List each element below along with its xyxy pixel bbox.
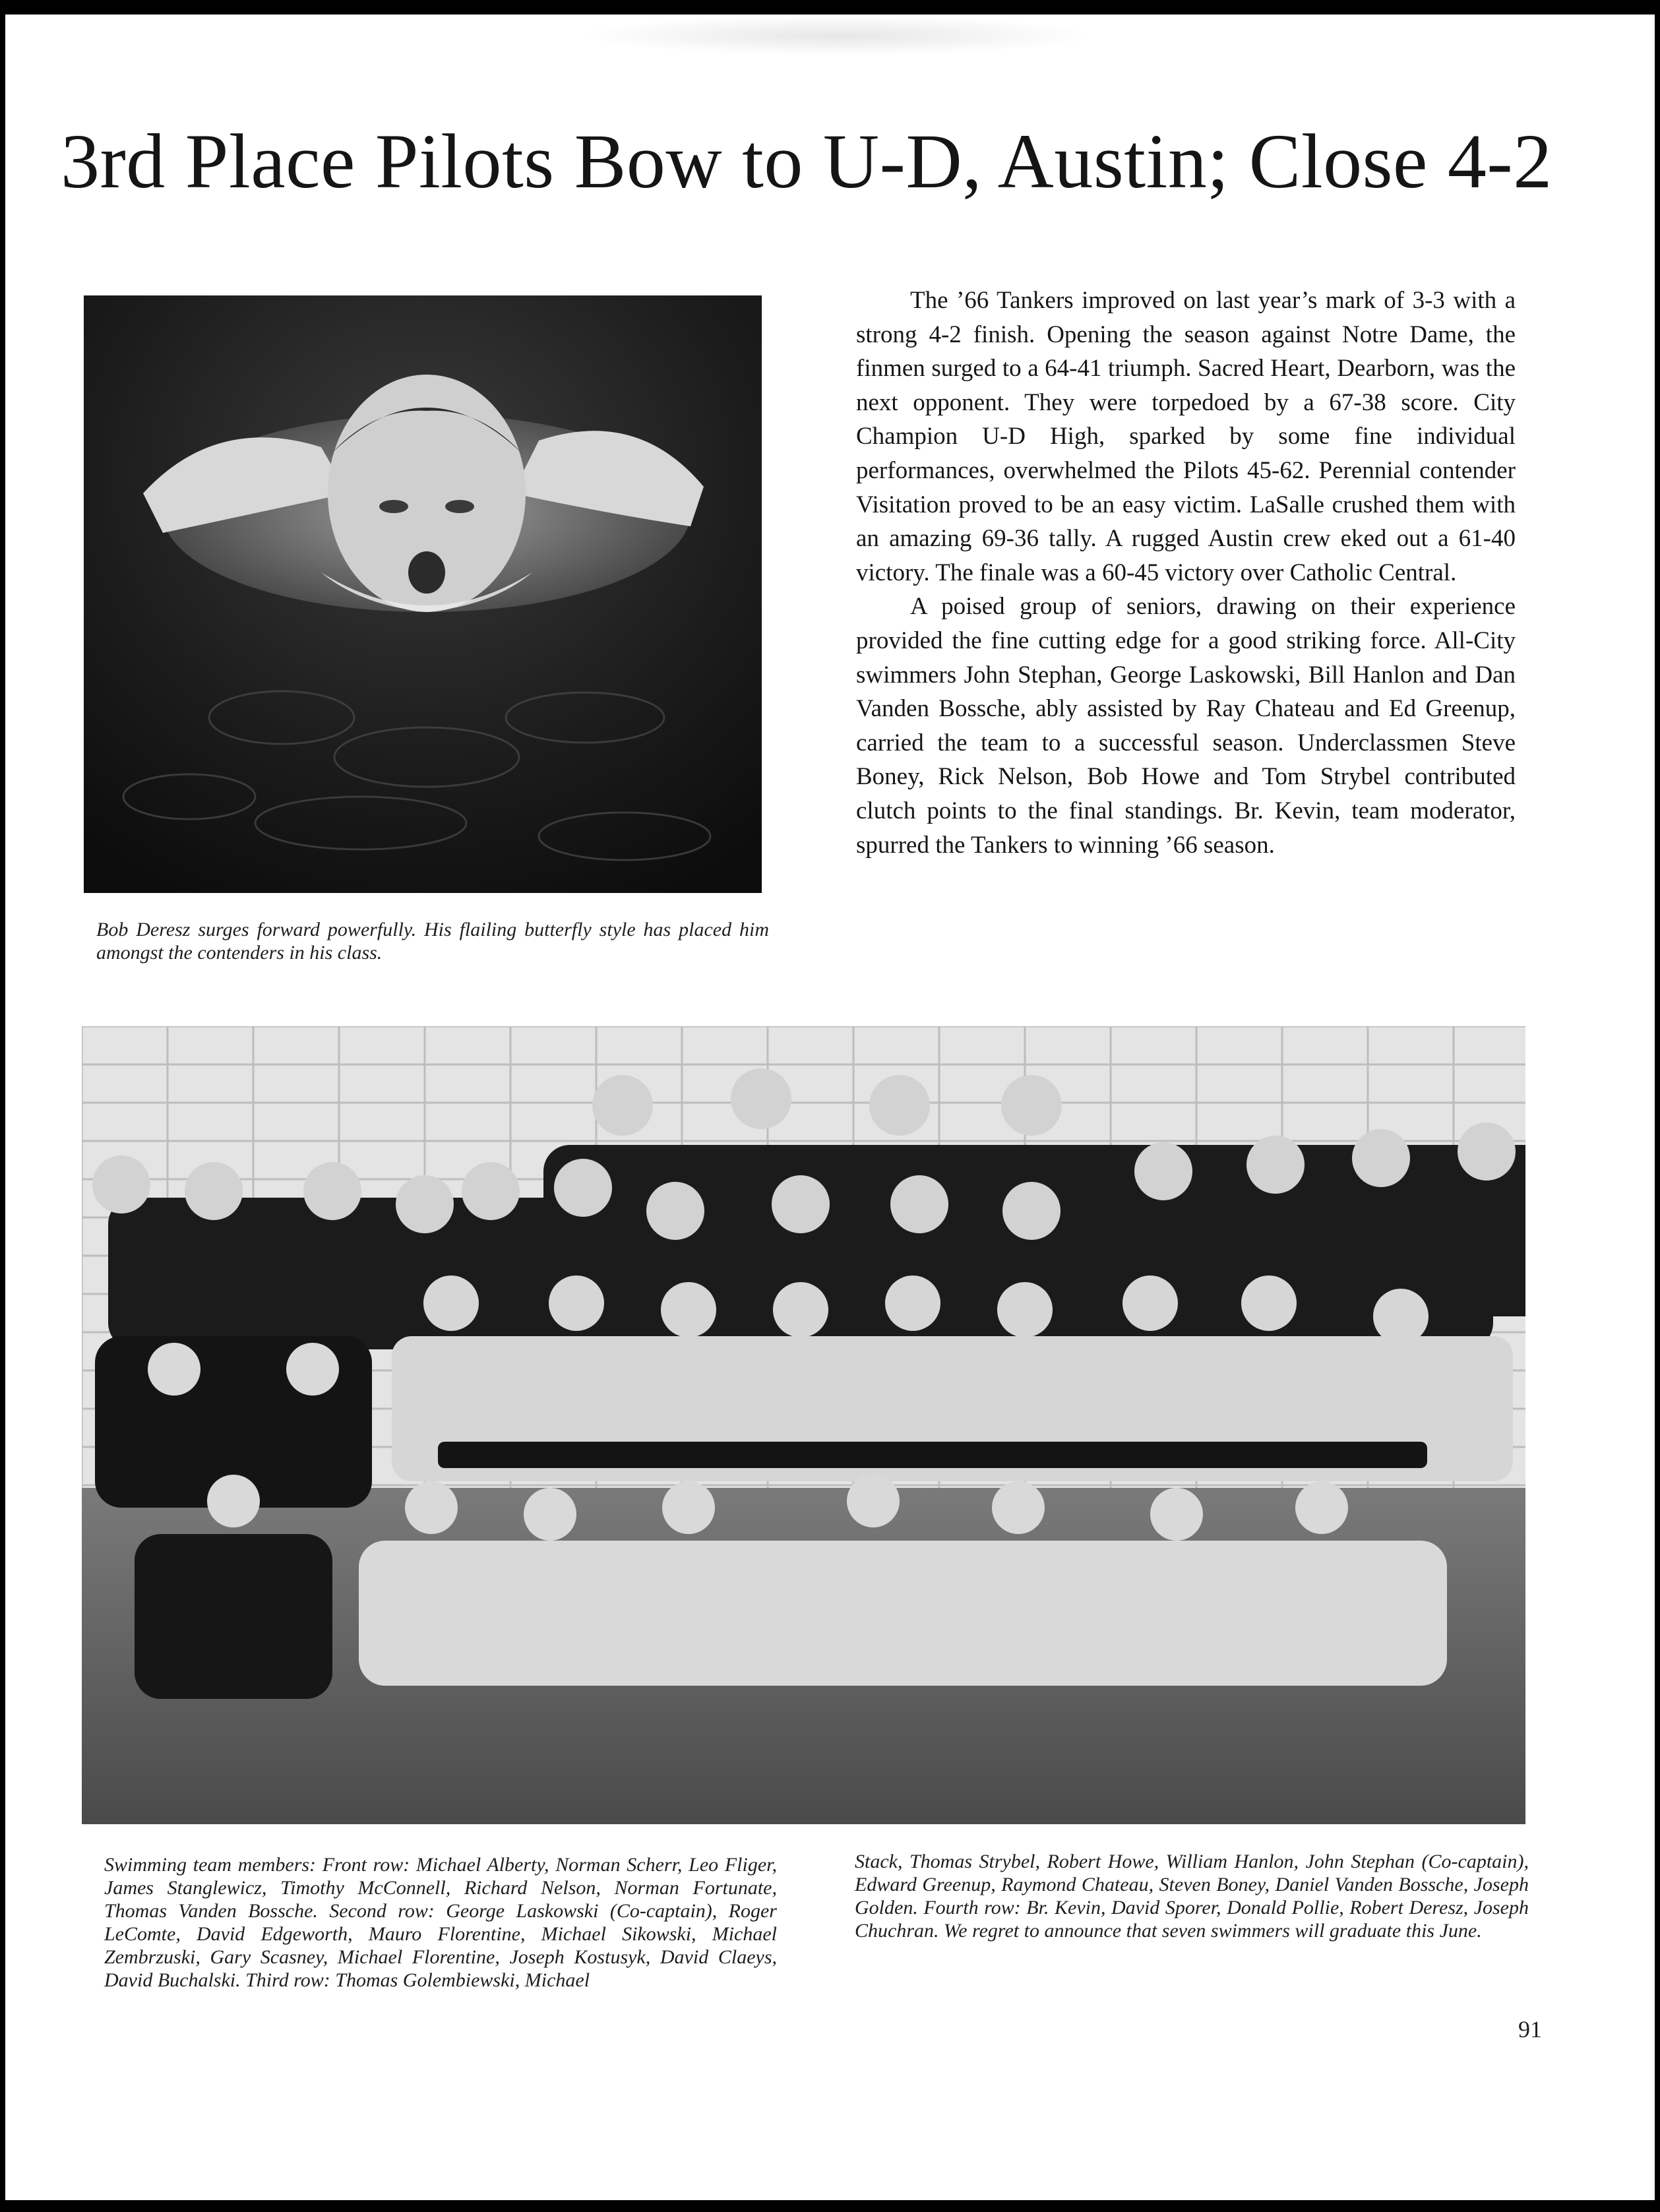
swimmer-photo bbox=[84, 295, 762, 893]
page-number: 91 bbox=[1518, 2016, 1542, 2043]
scan-border-top bbox=[0, 0, 1660, 15]
article-paragraph: The ’66 Tankers improved on last year’s mark of 3-3 with a strong 4-2 finish. Opening the season against Notre Dame, the finmen surged to a 64-41 triumph. Sacred Heart, Dearborn, was the next opponent. They were torpedoed by a 67-38 score. City Champion U-D High, sparked by some fine individual performances, overwhelmed the Pilots 45-62. Perennial contender Visitation proved to be an easy victim. LaSalle crushed them with an amazing 69-36 tally. A rugged Austin crew eked out a 61-40 victory. The finale was a 60-45 victory over Catholic Central. bbox=[856, 287, 1516, 586]
scan-border-bottom bbox=[0, 2200, 1660, 2212]
article-paragraph: A poised group of seniors, drawing on their experience provided the fine cutting edge for a good striking force. All-City swimmers John Stephan, George Laskowski, Bill Hanlon and Dan Vanden Bossche, ably assisted by Ray Chateau and Ed Greenup, carried the team to a successful season. Underclassmen Steve Boney, Rick Nelson, Bob Howe and Tom Strybel contributed clutch points to the final standings. Br. Kevin, team moderator, spurred the Tankers to winning ’66 season. bbox=[856, 593, 1516, 859]
scan-border-right bbox=[1655, 0, 1660, 2212]
team-photo-caption-right: Stack, Thomas Strybel, Robert Howe, William Hanlon, John Stephan (Co-captain), Edward Greenup, Raymond Chateau, Steven Boney, Daniel Vanden Bossche, Joseph Golden. Fourth row: Br. Kevin, David Sporer, Donald Pollie, Robert Deresz, Joseph Chuchran. We regret to announce that seven swimmers will graduate this June. bbox=[855, 1851, 1529, 1942]
article-body bbox=[856, 284, 1516, 862]
swimmer-photo-caption: Bob Deresz surges forward powerfully. His flailing butterfly style has placed him amongst the contenders in his class. bbox=[96, 919, 769, 964]
page-title: 3rd Place Pilots Bow to U-D, Austin; Close 4-2 bbox=[61, 118, 1552, 204]
swimmer-photo-image bbox=[84, 295, 762, 893]
print-smudge bbox=[580, 16, 1095, 55]
scan-border-left bbox=[0, 0, 5, 2212]
team-photo bbox=[82, 1026, 1525, 1824]
team-photo-image bbox=[82, 1026, 1525, 1824]
team-photo-caption-left: Swimming team members: Front row: Michael Alberty, Norman Scherr, Leo Fliger, James Stanglewicz, Timothy McConnell, Richard Nelson, Norman Fortunate, Thomas Vanden Bossche. Second row: George Laskowski (Co-captain), Roger LeComte, David Edgeworth, Mauro Florentine, Michael Sikowski, Michael Zembrzuski, Gary Scasney, Michael Florentine, Joseph Kostusyk, David Claeys, David Buchalski. Third row: Thomas Golembiewski, Michael bbox=[104, 1854, 777, 1991]
